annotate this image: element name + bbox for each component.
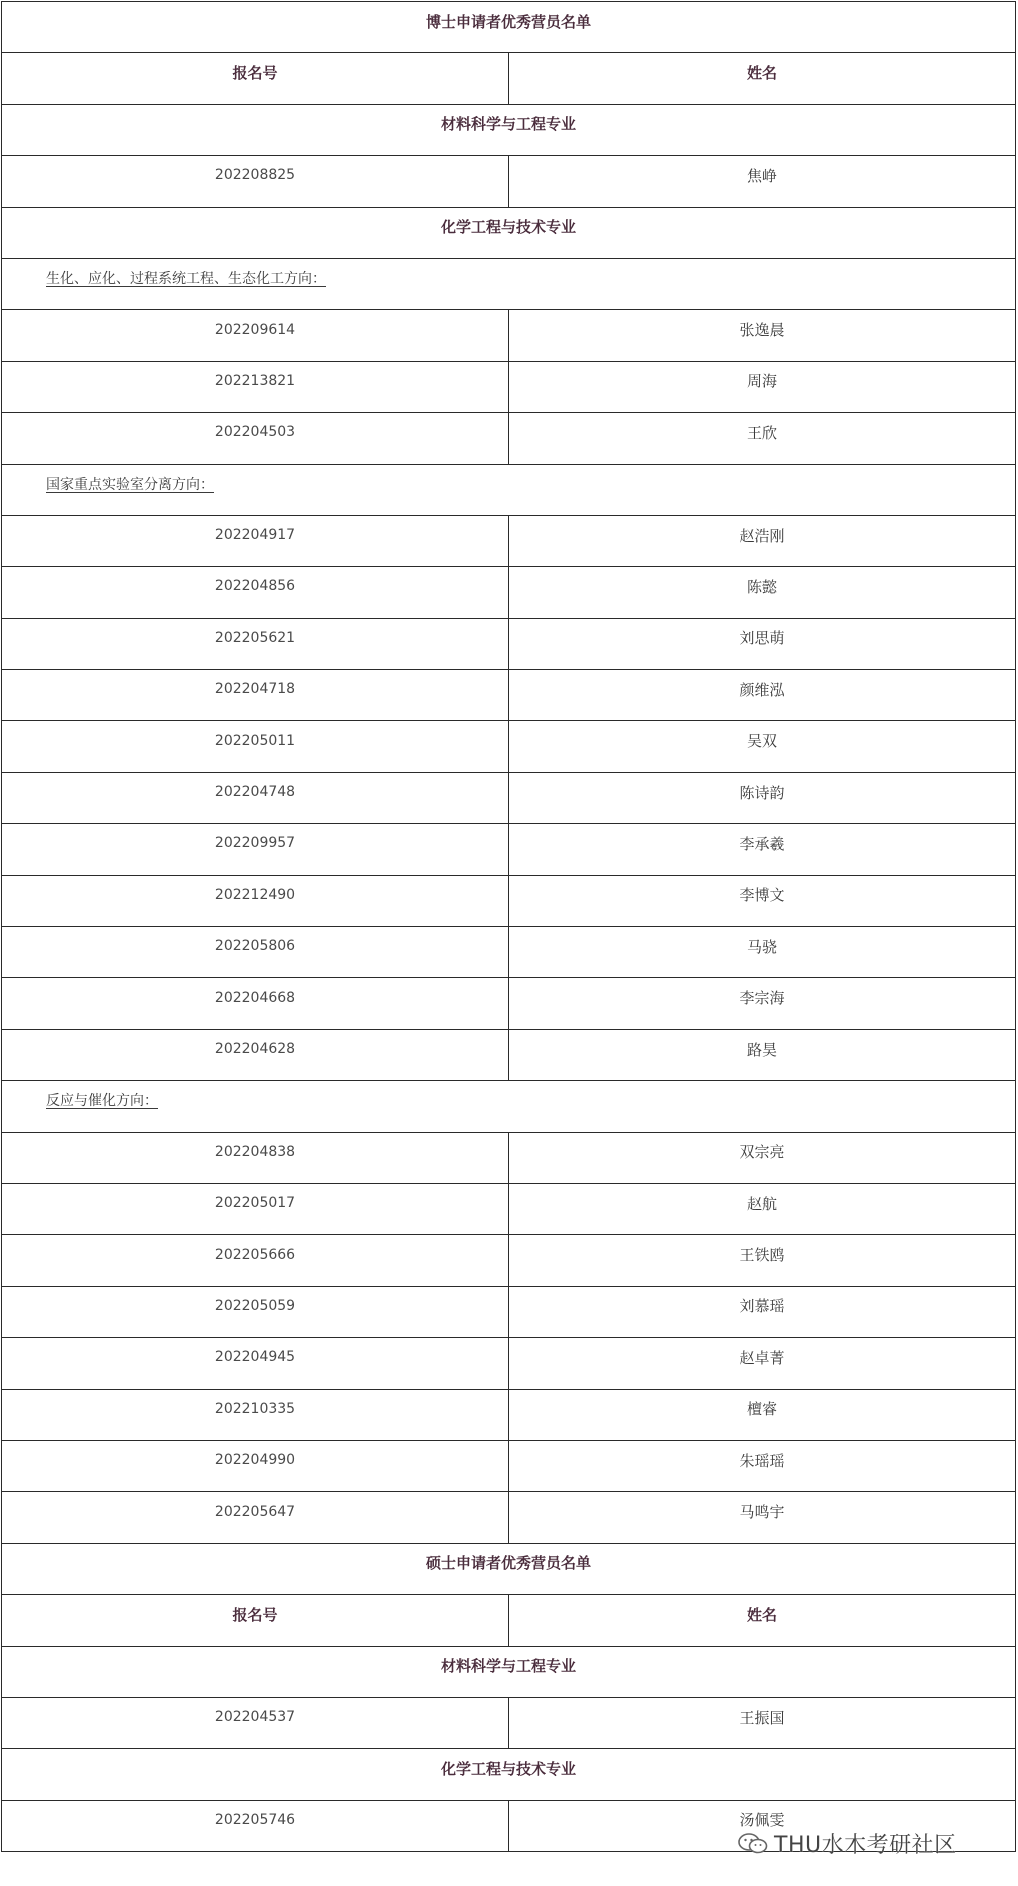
table-body [2,2,1016,1852]
direction-label: 国家重点实验室分离方向： [46,476,214,493]
major-title: 材料科学与工程专业 [2,1646,1016,1697]
registration-number-cell: 202213821 [2,361,509,412]
major-title: 材料科学与工程专业 [2,104,1016,155]
name-cell: 周海 [509,361,1016,412]
table-row [2,978,1016,1029]
direction-row [2,258,1016,309]
table-row [2,1800,1016,1851]
registration-number-cell: 202204668 [2,978,509,1029]
name-cell: 马鸣宇 [509,1492,1016,1543]
table-row [2,1697,1016,1748]
direction-label: 生化、应化、过程系统工程、生态化工方向： [46,271,326,288]
name-cell: 李博文 [509,875,1016,926]
table-row [2,361,1016,412]
name-cell: 陈懿 [509,567,1016,618]
table-row [2,1029,1016,1080]
section-title-row [2,1543,1016,1594]
name-cell: 赵卓菁 [509,1338,1016,1389]
table-row [2,772,1016,823]
registration-number-cell: 202204628 [2,1029,509,1080]
table-row [2,1389,1016,1440]
name-cell: 檀睿 [509,1389,1016,1440]
direction-label: 反应与催化方向： [46,1093,158,1110]
major-row [2,1646,1016,1697]
major-title: 化学工程与技术专业 [2,1749,1016,1800]
direction-cell [2,258,1016,309]
major-row [2,207,1016,258]
direction-cell [2,1081,1016,1132]
name-cell: 李宗海 [509,978,1016,1029]
registration-number-cell: 202205647 [2,1492,509,1543]
column-header-name: 姓名 [509,53,1016,104]
name-cell: 李承羲 [509,824,1016,875]
registration-number-cell: 202208825 [2,156,509,207]
table-row [2,618,1016,669]
registration-number-cell: 202205011 [2,721,509,772]
column-header-row [2,53,1016,104]
name-cell: 赵浩刚 [509,515,1016,566]
name-cell: 刘慕瑶 [509,1286,1016,1337]
registration-number-cell: 202205059 [2,1286,509,1337]
registration-number-cell: 202209957 [2,824,509,875]
registration-number-cell: 202205666 [2,1235,509,1286]
registration-number-cell: 202204917 [2,515,509,566]
name-cell: 颜维泓 [509,670,1016,721]
major-row [2,1749,1016,1800]
table-row [2,875,1016,926]
column-header-registration-number: 报名号 [2,1595,509,1646]
name-cell: 吴双 [509,721,1016,772]
section-title: 博士申请者优秀营员名单 [2,2,1016,53]
registration-number-cell: 202204503 [2,413,509,464]
camp-member-table [1,1,1016,1852]
table-row [2,1440,1016,1491]
table-row [2,156,1016,207]
major-title: 化学工程与技术专业 [2,207,1016,258]
registration-number-cell: 202209614 [2,310,509,361]
table-row [2,927,1016,978]
table-row [2,413,1016,464]
name-cell: 双宗亮 [509,1132,1016,1183]
table-row [2,310,1016,361]
column-header-row [2,1595,1016,1646]
table-row [2,1235,1016,1286]
name-cell: 陈诗韵 [509,772,1016,823]
section-title-row [2,2,1016,53]
table-row [2,824,1016,875]
registration-number-cell: 202205746 [2,1800,509,1851]
registration-number-cell: 202204990 [2,1440,509,1491]
section-title: 硕士申请者优秀营员名单 [2,1543,1016,1594]
major-row [2,104,1016,155]
column-header-name: 姓名 [509,1595,1016,1646]
registration-number-cell: 202204748 [2,772,509,823]
table-row [2,515,1016,566]
name-cell: 路昊 [509,1029,1016,1080]
table-row [2,1492,1016,1543]
table-row [2,1183,1016,1234]
registration-number-cell: 202212490 [2,875,509,926]
direction-cell [2,464,1016,515]
direction-row [2,1081,1016,1132]
registration-number-cell: 202204537 [2,1697,509,1748]
table-row [2,721,1016,772]
registration-number-cell: 202205621 [2,618,509,669]
table-row [2,1338,1016,1389]
registration-number-cell: 202204856 [2,567,509,618]
registration-number-cell: 202204838 [2,1132,509,1183]
name-cell: 赵航 [509,1183,1016,1234]
name-cell: 焦峥 [509,156,1016,207]
name-cell: 王欣 [509,413,1016,464]
watermark-text: THU水木考研社区 [774,1833,957,1858]
registration-number-cell: 202204945 [2,1338,509,1389]
name-cell: 王铁鸥 [509,1235,1016,1286]
name-cell: 张逸晨 [509,310,1016,361]
direction-row [2,464,1016,515]
table-row [2,1286,1016,1337]
registration-number-cell: 202210335 [2,1389,509,1440]
name-cell: 马骁 [509,927,1016,978]
name-cell: 王振国 [509,1697,1016,1748]
name-cell: 朱瑶瑶 [509,1440,1016,1491]
table-row [2,1132,1016,1183]
registration-number-cell: 202205806 [2,927,509,978]
registration-number-cell: 202205017 [2,1183,509,1234]
table-row [2,670,1016,721]
table-row [2,567,1016,618]
name-cell: 汤佩雯 [509,1800,1016,1851]
registration-number-cell: 202204718 [2,670,509,721]
name-cell: 刘思萌 [509,618,1016,669]
column-header-registration-number: 报名号 [2,53,509,104]
